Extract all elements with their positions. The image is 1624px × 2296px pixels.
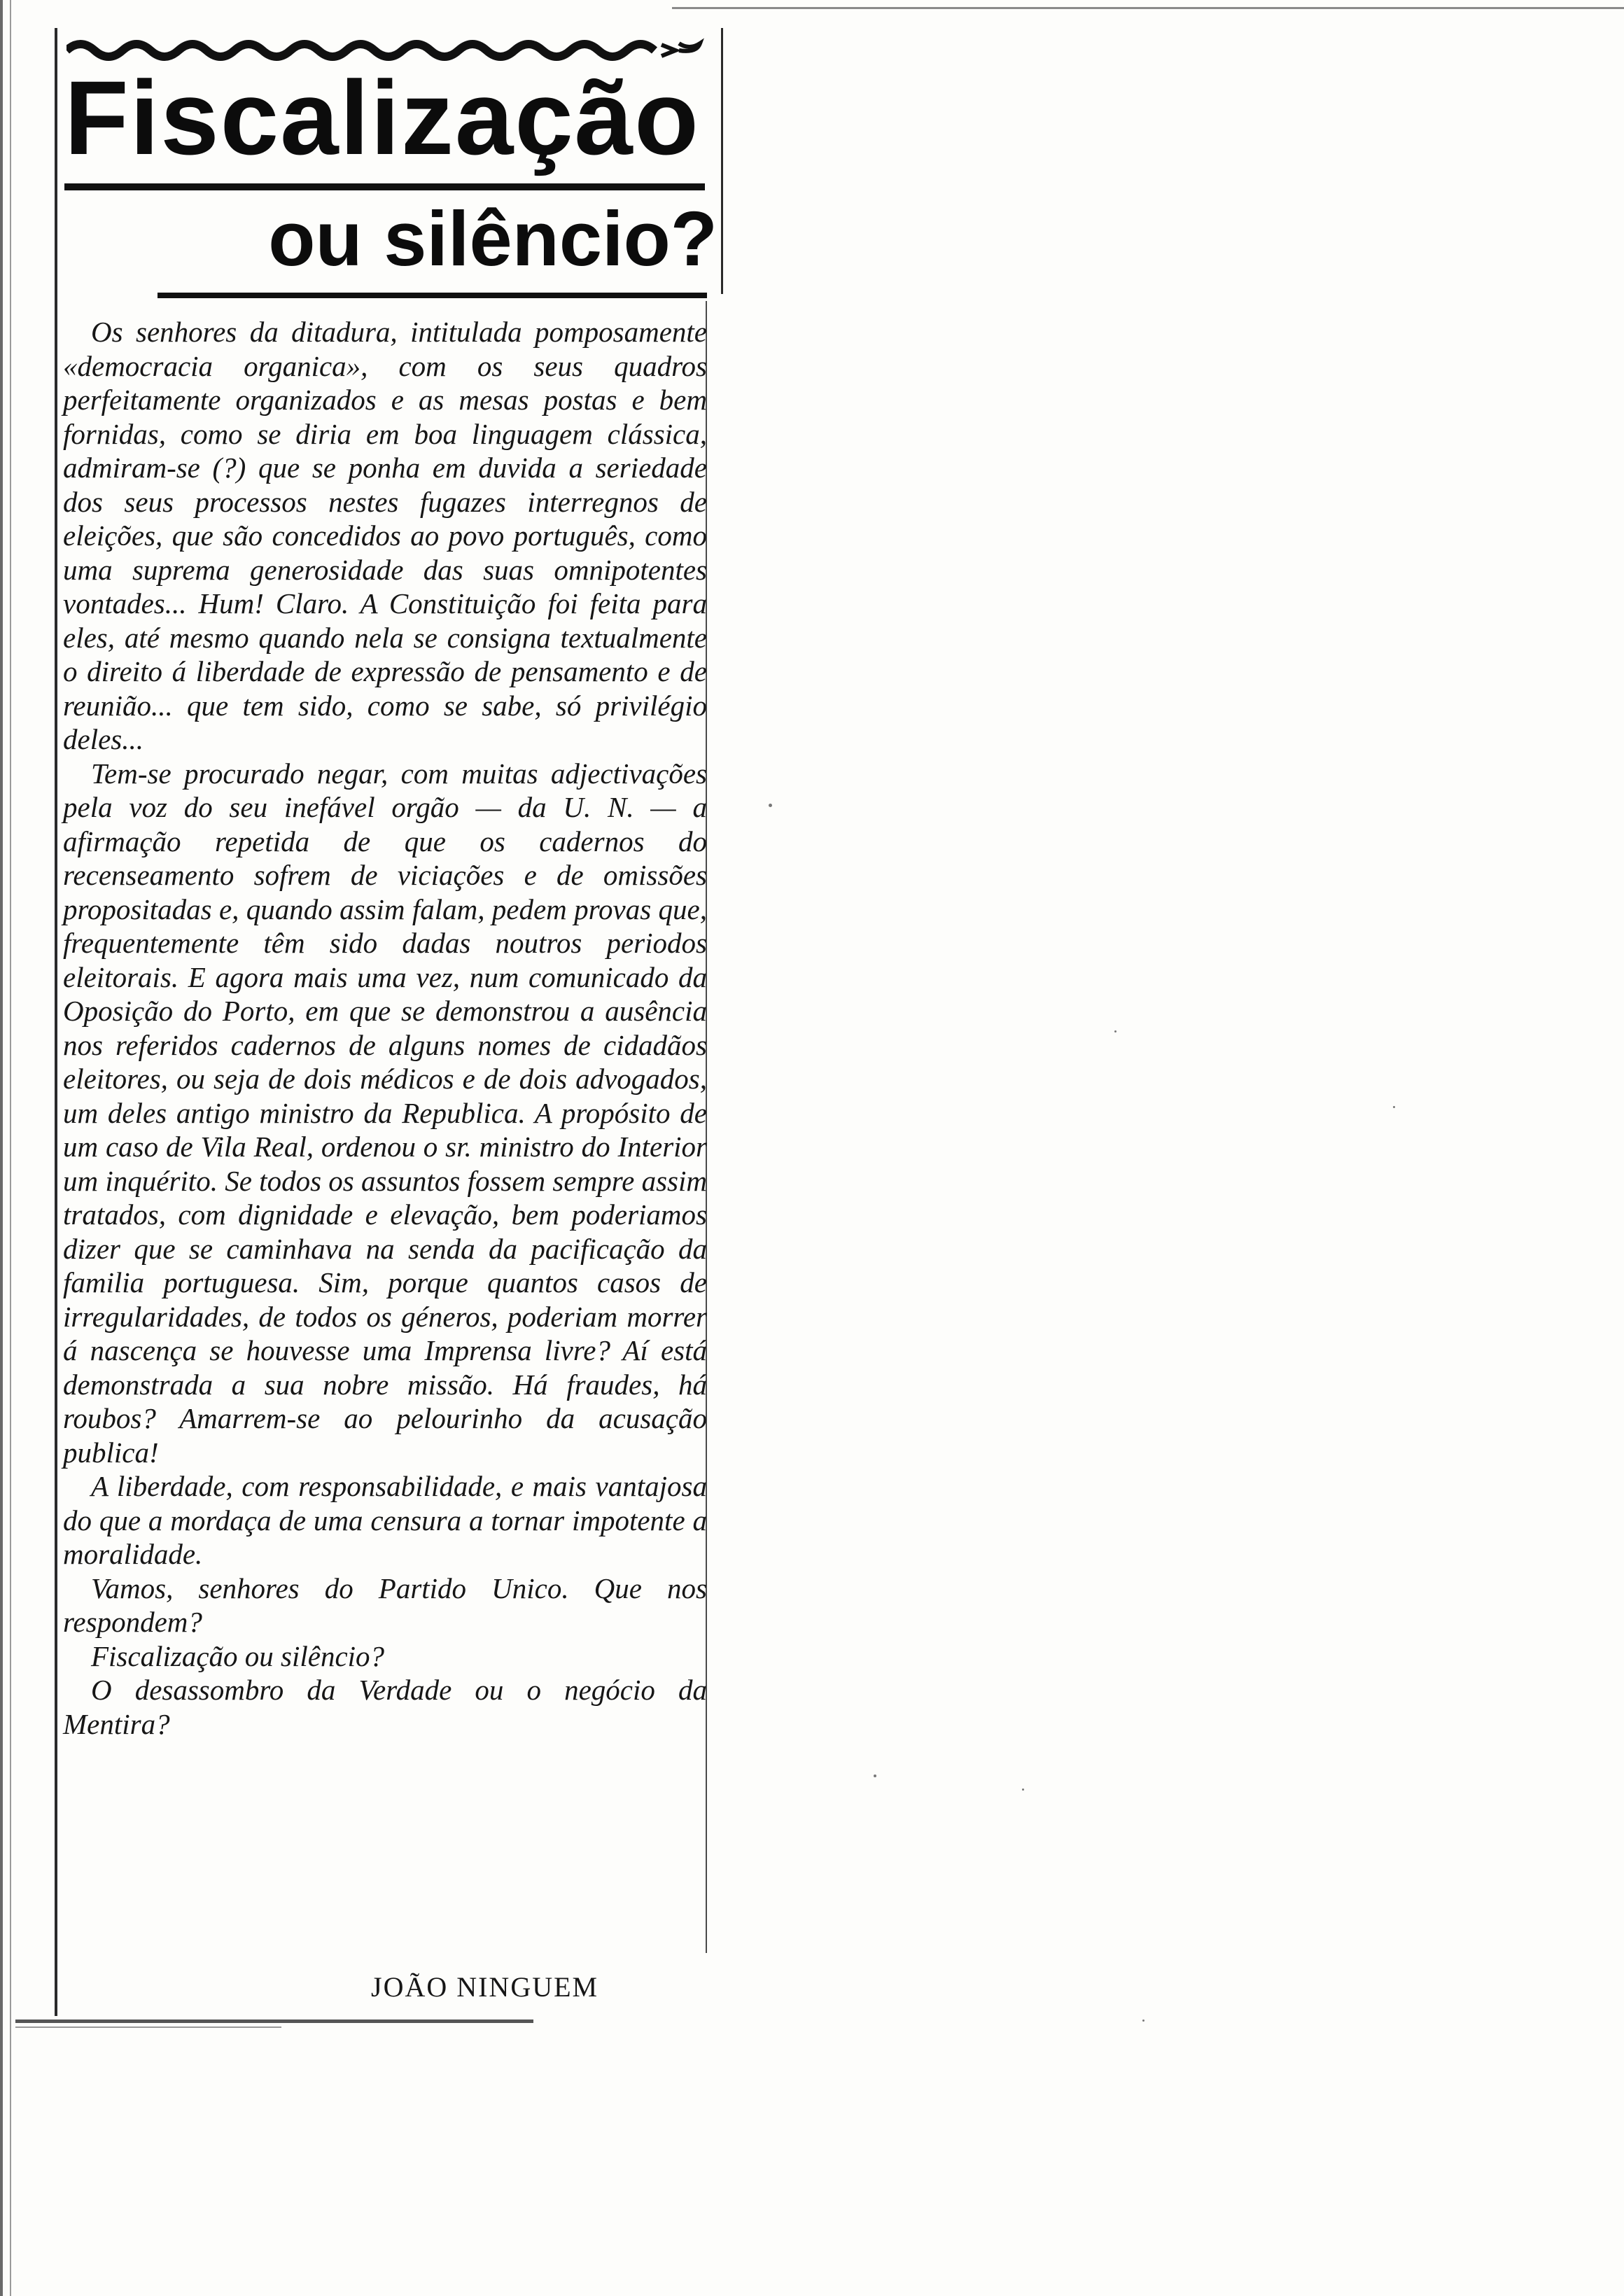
column-rule-right-top [721,28,723,294]
top-border-rule [672,7,1624,9]
scan-speck [1022,1788,1024,1791]
paragraph-6: O desassombro da Verdade ou o negócio da Mentira? [63,1674,707,1740]
headline-rule [64,183,705,190]
scan-speck [769,804,772,807]
scan-speck [1114,1030,1116,1032]
bottom-rule [15,2019,533,2023]
paragraph-3: A liberdade, com responsabilidade, e mais vantajosa do que a mordaça de uma censura a tornar impotente a moralidade. [63,1470,707,1570]
article-body [63,315,707,1741]
paragraph-2: Tem-se procurado negar, com muitas adjectivações pela voz do seu inefável orgão — da U. N. — a afirmação repetida de que os cadernos do recenseamento sofrem de viciações e de omissões propositadas e, quando assim falam, pedem provas que, frequentemente têm sido dadas noutros periodos eleitorais. E agora mais uma vez, num comunicado da Oposição do Porto, em que se demonstrou a ausência nos referidos cadernos de alguns nomes de cidadãos eleitores, ou seja de dois médicos e de dois advogados, um deles antigo ministro da Republica. A propósito de um caso de Vila Real, ordenou o sr. ministro do Interior um inquérito. Se todos os assuntos fossem sempre assim tratados, com dignidade e elevação, bem poderiamos dizer que se caminhava na senda da pacificação da familia portuguesa. Sim, porque quantos casos de irregularidades, de todos os géneros, poderiam morrer á nascença se houvesse uma Imprensa livre? Aí está demonstrada a sua nobre missão. Há fraudes, há roubos? Amarrem-se ao pelourinho da acusação publica! [63,757,707,1469]
page-edge-left [0,0,3,2296]
column-rule-left [55,28,57,2016]
scan-speck [1142,2019,1144,2022]
paragraph-5: Fiscalização ou silêncio? [91,1639,385,1672]
subheadline: ou silêncio? [268,196,718,282]
scan-speck [874,1774,876,1777]
paragraph-1: Os senhores da ditadura, intitulada pomposamente «democracia organica», com os seus quadros perfeitamente organizados e as mesas postas e bem fornidas, como se diria em boa linguagem clássica, admiram-se (?) que se ponha em duvida a seriedade dos seus processos nestes fugazes interregnos de eleições, que são concedidos ao povo português, como uma suprema generosidade das suas omnipotentes vontades... Hum! Claro. A Constituição foi feita para eles, até mesmo quando nela se consigna textualmente o direito á liberdade de expressão de pensamento e de reunião... que tem sido, como se sabe, só privilégio deles... [63,316,707,755]
paragraph-4: Vamos, senhores do Partido Unico. Que nos respondem? [63,1572,707,1638]
scan-speck [1393,1106,1395,1108]
author-signature: JOÃO NINGUEM [371,1971,599,2003]
page-edge-left-inner [10,0,11,2296]
subheadline-rule [158,293,707,298]
bottom-rule-thin [15,2026,281,2028]
headline: Fiscalização [64,59,700,176]
